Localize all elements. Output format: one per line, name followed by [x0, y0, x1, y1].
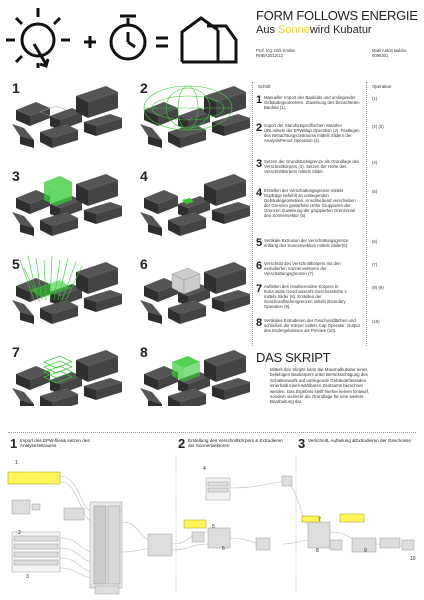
subtitle-highlight: Sonne: [278, 24, 310, 36]
step-4: 4 Erstellen der Verschattungsgrenze mittels DupEdge befiehlt an umliegenden Gebäudegeometrien. Anschließend verschieben der Grenzen gewürfelte Höhe Gruppieren der Grenzen Zuweisung der gruppierten Grenzenan den Sonnenvektor (5).: [256, 187, 356, 219]
skript-description: Mittels des Skripts kann die Maximalkubatur eines beliebigen Baukörpers unter Berücksichtigung des Schattenwurfs auf umliegende Gebäudefassaden innerhalb eines wählbaren Zeitraums berechnet werden. Das Ergebnis stellt hierbei keinen Entwurf, sondern vielmehr die Grundlage für eine weitere Bearbeitung dar.: [270, 367, 370, 405]
step-6: 6 Verschnitt des Verschnittkörpers mit den extrudierten Sonnenvektoren der Verschattungsgrenzen (7).: [256, 260, 341, 277]
figure-number: 4: [140, 168, 148, 184]
panel-yellow: [8, 472, 60, 484]
section-title: Import des EPW-files& setzen des Analysezeitraums: [20, 438, 90, 449]
step-2: 2 Import der Standortspezifischen Weather URLmittels der EPWMap Operation (2). Festlegen des Betrachtungszeitraums mittels Slidern der AnalysisPeriod Operation (3).: [256, 122, 360, 144]
step-4-operation: (5): [372, 189, 378, 194]
step-1-operation: (1): [372, 96, 378, 101]
graph-label: 7: [318, 517, 321, 523]
figure-number: 7: [12, 344, 20, 360]
column-header-operation: Operation: [372, 84, 392, 89]
step-8: 8 Vertikales Extrudieren der Geschossflächen und schließen der Körper mittels Cap Operator. Output des Endergebnisses als Preview (10).: [256, 317, 360, 334]
section-number: 3: [298, 436, 306, 451]
professor-credit: Prof. Ing. Dirk Krutke RHBA2012/13: [256, 48, 295, 58]
panel-yellow: [340, 514, 364, 522]
figure-number: 5: [12, 256, 20, 272]
sun-icon: [6, 8, 70, 68]
step-3: 3 Setzen der Grundstücksgrenze als Grundlage des Verschnittkörpers (4). Setzen der Höhe des Verschnittkörpers mittels Slider.: [256, 158, 360, 175]
step-5-operation: (6): [372, 239, 378, 244]
column-divider: [366, 82, 367, 346]
figure-1: [12, 86, 122, 148]
page-subtitle: Aus Sonnewird Kubatur: [256, 24, 372, 36]
step-6-operation: (7): [372, 262, 378, 267]
concept-icon-equation: [4, 4, 246, 68]
page-title: FORM FOLLOWS ENERGIE: [256, 8, 418, 23]
equals-icon: [156, 38, 168, 46]
column-header-step: Schritt: [258, 84, 271, 89]
step-8-operation: (10): [372, 319, 380, 324]
figure-number: 8: [140, 344, 148, 360]
section-title: Verschnitt, Aufteilung &Extrudieren der Geschosse: [308, 438, 411, 443]
figure-3: [12, 174, 122, 236]
skript-heading: DAS SKRIPT: [256, 350, 331, 365]
figure-number: 3: [12, 168, 20, 184]
stopwatch-icon: [111, 16, 145, 59]
graph-label: 10: [410, 556, 416, 562]
figure-2: [140, 86, 250, 148]
graph-label: 1: [15, 460, 18, 466]
column-divider: [252, 82, 253, 346]
step-5: 5 Vertikale Extrusion der Verschattungsgrenze entlang des Sonnenvektors mittels Slider(6).: [256, 237, 349, 249]
graph-label: 3: [26, 574, 29, 580]
graph-label: 2: [18, 530, 21, 536]
panel-yellow: [184, 520, 206, 528]
step-1: 1 Manueller Import des Baufelds und umliegender Gebäudegeometrien. Zuweisung des betrachteten Baufeld (1).: [256, 94, 360, 111]
house-icon: [182, 18, 236, 62]
section-number: 1: [10, 436, 18, 451]
figure-number: 6: [140, 256, 148, 272]
section-number: 2: [178, 436, 186, 451]
section-divider: [8, 432, 416, 433]
graph-label: 4: [203, 466, 206, 472]
graph-label: 6: [222, 546, 225, 552]
graph-label: 9: [364, 548, 367, 554]
figure-5: [12, 256, 122, 324]
author-credit: Mats Anton Balcke 0095301: [372, 48, 407, 58]
figure-4: [140, 174, 250, 236]
figure-8: [140, 350, 250, 406]
figure-grid: [0, 76, 250, 406]
figure-7: [12, 350, 122, 406]
step-2-operation: (2) (3): [372, 124, 384, 129]
figure-number: 2: [140, 80, 148, 96]
step-7: 7 Aufteilen des resultierenden Körpers in horizontale Geschossenhl Geschosshöhe s mittels Slider (8). Erstellen der Geschossflächengrenzen mittels Boundary Operation (9).: [256, 283, 347, 310]
section-title: Erstellung des Verschnittkörpers & Extrudieren der Sonnenvektoren: [188, 438, 283, 449]
figure-number: 1: [12, 80, 20, 96]
graph-label: 5: [212, 524, 215, 530]
step-7-operation: (8) (9): [372, 285, 384, 290]
figure-6: [140, 262, 250, 324]
graph-label: 8: [316, 548, 319, 554]
step-3-operation: (4): [372, 160, 378, 165]
plus-icon: [84, 36, 96, 48]
